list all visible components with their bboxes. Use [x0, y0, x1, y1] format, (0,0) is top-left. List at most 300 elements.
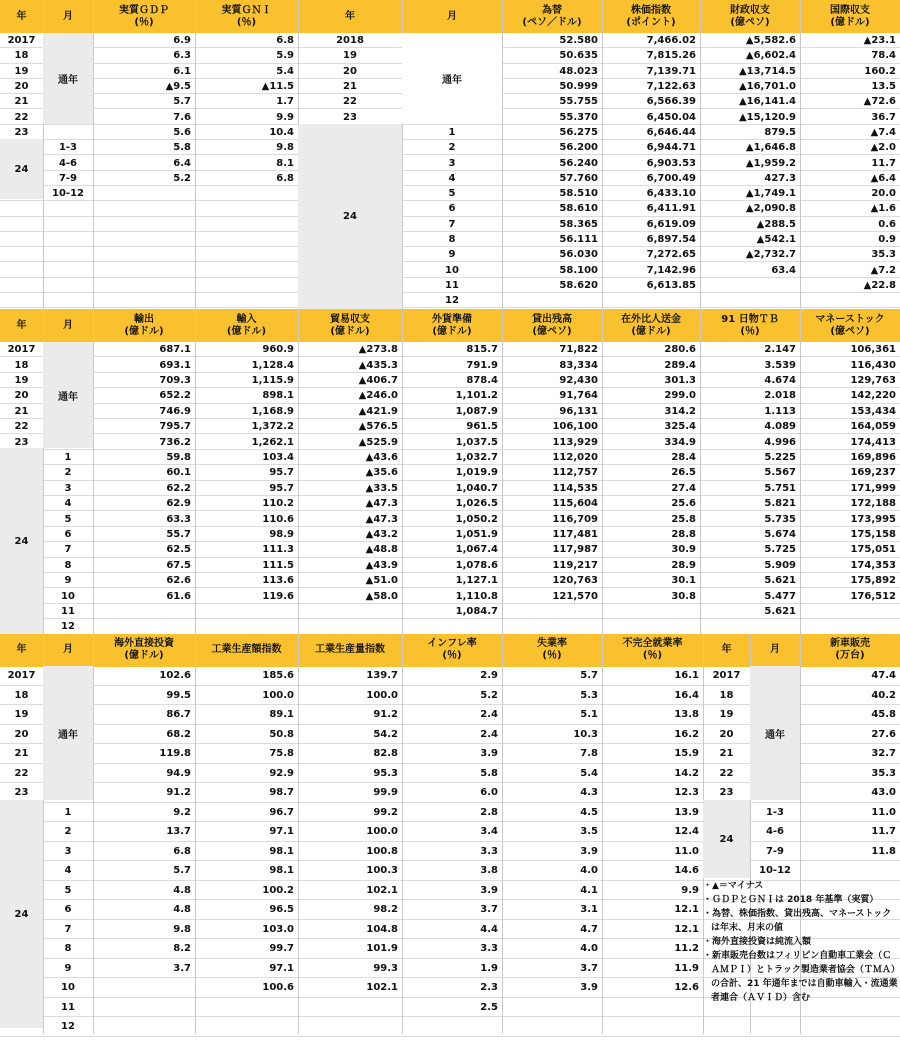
data-cell: 2.5: [480, 1001, 498, 1013]
month-label: 12: [61, 1021, 75, 1033]
data-cell: 99.3: [373, 962, 398, 974]
tsunen-merged-cell: 通年: [43, 33, 93, 124]
data-cell: [298, 998, 402, 1018]
header-10: [800, 634, 900, 666]
data-cell: 4.1: [580, 884, 598, 896]
data-cell: ▲43.2: [365, 528, 398, 540]
data-cell: 59.8: [166, 451, 191, 463]
header-9: [800, 0, 900, 33]
car-data-cell: 11.7: [871, 826, 896, 838]
data-cell: 185.6: [262, 670, 294, 682]
data-cell: 1,128.4: [251, 359, 294, 371]
data-cell: 3.4: [480, 826, 498, 838]
header-unit: (％): [740, 325, 760, 337]
data-cell: 1,067.4: [455, 544, 498, 556]
header-unit: (億ペソ): [532, 325, 572, 337]
data-cell: ▲11.5: [261, 81, 294, 93]
data-cell: ▲435.3: [358, 359, 398, 371]
data-cell: 960.9: [262, 344, 294, 356]
data-cell: 2.4: [480, 728, 498, 740]
header-unit: (％): [134, 16, 154, 28]
year-label: 20: [14, 390, 29, 402]
data-cell: [402, 619, 502, 634]
data-cell: 4.8: [173, 884, 191, 896]
data-cell: [93, 619, 195, 634]
month-label: 9: [64, 962, 72, 974]
data-cell: 117,987: [552, 544, 598, 556]
data-cell: 1,110.8: [455, 590, 498, 602]
data-cell: [502, 1017, 602, 1037]
car-data-cell: 32.7: [871, 748, 896, 760]
data-cell: ▲246.0: [358, 390, 398, 402]
data-cell: 7,139.71: [646, 65, 696, 77]
month-label: 10-12: [52, 188, 84, 200]
data-cell: 63.4: [771, 264, 796, 276]
data-cell: 10.4: [269, 126, 294, 138]
data-cell: 5.225: [764, 451, 796, 463]
header-unit: (ポイント): [626, 16, 676, 28]
data-cell: ▲2.0: [870, 142, 896, 154]
data-cell: 4.0: [580, 943, 598, 955]
data-cell: 1,037.5: [455, 436, 498, 448]
car-data-cell: 11.0: [871, 806, 896, 818]
data-cell: 13.5: [871, 81, 896, 93]
data-cell: 5.3: [580, 689, 598, 701]
data-cell: 35.3: [871, 249, 896, 261]
data-cell: 334.9: [664, 436, 696, 448]
header-label: 工業生産量指数: [315, 644, 385, 655]
data-cell: 102.1: [366, 982, 398, 994]
data-cell: 791.9: [466, 359, 498, 371]
data-cell: 75.8: [269, 748, 294, 760]
data-cell: 103.0: [262, 923, 294, 935]
year-label: 20: [343, 65, 357, 77]
data-cell: 961.5: [466, 421, 498, 433]
data-cell: 4.4: [480, 923, 498, 935]
data-cell: 28.4: [671, 451, 696, 463]
data-cell: 36.7: [871, 111, 896, 123]
data-cell: 95.7: [269, 482, 294, 494]
data-cell: 25.8: [671, 513, 696, 525]
car-year-label: 20: [719, 728, 734, 740]
data-cell: 94.9: [166, 767, 191, 779]
data-cell: 12.1: [674, 904, 699, 916]
data-cell: 169,237: [850, 467, 896, 479]
header-0: [0, 309, 43, 342]
data-cell: 1,168.9: [251, 405, 294, 417]
car-month-label: 1-3: [765, 806, 785, 818]
data-cell: ▲72.6: [863, 96, 896, 108]
data-cell: ▲33.5: [365, 482, 398, 494]
data-cell: [602, 998, 703, 1018]
data-cell: 97.1: [269, 826, 294, 838]
data-cell: [502, 998, 602, 1018]
data-cell: ▲2,732.7: [745, 249, 796, 261]
data-cell: 2.147: [764, 344, 796, 356]
data-cell: [195, 186, 298, 201]
month-label: 11: [61, 605, 75, 617]
data-cell: ▲1,959.2: [745, 157, 796, 169]
data-cell: ▲51.0: [365, 575, 398, 587]
data-cell: 8.1: [276, 157, 294, 169]
header-5: [402, 309, 502, 342]
data-cell: 11.2: [674, 943, 699, 955]
data-cell: ▲58.0: [365, 590, 398, 602]
month-label: 1: [64, 451, 72, 463]
data-cell: 62.5: [166, 544, 191, 556]
year-label: 19: [14, 65, 29, 77]
data-cell: 20.0: [871, 188, 896, 200]
header-label: 株価指数: [631, 4, 671, 16]
year-label: 21: [343, 81, 357, 93]
data-cell: ▲9.5: [165, 81, 191, 93]
data-cell: 3.1: [580, 904, 598, 916]
data-cell: 112,020: [552, 451, 598, 463]
data-cell: 693.1: [159, 359, 191, 371]
month-label: 12: [445, 295, 459, 307]
data-cell: 99.7: [269, 943, 294, 955]
header-7: [602, 309, 700, 342]
data-cell: 7.8: [580, 748, 598, 760]
car-tsunen-merged-cell: 通年: [750, 666, 800, 800]
data-cell: 2.3: [480, 982, 498, 994]
data-cell: 2.8: [480, 806, 498, 818]
data-cell: 16.4: [674, 689, 699, 701]
data-cell: 101.9: [366, 943, 398, 955]
data-cell: 2.4: [480, 709, 498, 721]
data-cell: 100.8: [366, 845, 398, 857]
data-cell: 119.8: [159, 748, 191, 760]
data-cell: 4.996: [764, 436, 796, 448]
header-5: [402, 634, 502, 666]
data-cell: 30.1: [671, 575, 696, 587]
data-cell: 5.4: [580, 767, 598, 779]
data-cell: [502, 293, 602, 308]
month-label: 5: [64, 884, 72, 896]
data-cell: 6,411.91: [646, 203, 696, 215]
data-cell: 5.821: [764, 498, 796, 510]
data-cell: 160.2: [864, 65, 896, 77]
year-label: 18: [14, 50, 29, 62]
data-cell: 89.1: [269, 709, 294, 721]
data-cell: 12.1: [674, 923, 699, 935]
month-label: 4: [64, 498, 72, 510]
data-cell: 5.9: [276, 50, 294, 62]
month-label: 1-3: [58, 142, 78, 154]
data-cell: 10.3: [573, 728, 598, 740]
data-cell: 325.4: [664, 421, 696, 433]
header-label: 海外直接投資: [114, 638, 174, 649]
data-cell: 55.7: [166, 528, 191, 540]
header-unit: (万台): [835, 650, 865, 661]
data-cell: 5.674: [764, 528, 796, 540]
data-cell: 1,050.2: [455, 513, 498, 525]
data-cell: ▲15,120.9: [738, 111, 796, 123]
data-cell: 63.3: [166, 513, 191, 525]
year-label: 21: [14, 405, 29, 417]
header-unit: (億ドル): [330, 325, 370, 337]
data-cell: 3.9: [480, 748, 498, 760]
data-cell: 112,757: [552, 467, 598, 479]
month-label: 3: [64, 845, 72, 857]
data-cell: 5.6: [173, 126, 191, 138]
data-cell: 67.5: [166, 559, 191, 571]
data-cell: 301.3: [664, 374, 696, 386]
header-1: [43, 309, 93, 342]
data-cell: ▲23.1: [863, 35, 896, 47]
data-cell: 1,084.7: [455, 605, 498, 617]
year-label: 23: [343, 111, 357, 123]
data-cell: 746.9: [159, 405, 191, 417]
header-unit: (億ドル): [226, 325, 267, 337]
year-label: 2017: [7, 35, 36, 47]
data-cell: ▲525.9: [358, 436, 398, 448]
section-gdp-fx: [0, 0, 900, 309]
header-5: [402, 0, 502, 33]
data-cell: 299.0: [664, 390, 696, 402]
data-cell: 2.018: [764, 390, 796, 402]
header-label: 外貨準備: [432, 313, 472, 325]
data-cell: 91,764: [559, 390, 598, 402]
data-cell: ▲47.3: [365, 513, 398, 525]
data-cell: 1,115.9: [251, 374, 294, 386]
data-cell: 175,051: [850, 544, 896, 556]
month-label: 11: [445, 279, 459, 291]
data-cell: 6.9: [173, 35, 191, 47]
header-label: 輸入: [236, 313, 257, 325]
data-cell: 3.7: [580, 962, 598, 974]
header-label: 貸出残高: [532, 313, 572, 325]
data-cell: 3.7: [173, 962, 191, 974]
data-cell: 709.3: [159, 374, 191, 386]
header-7: [602, 0, 700, 33]
data-cell: 62.6: [166, 575, 191, 587]
data-cell: 56.275: [559, 126, 598, 138]
header-unit: (ペソ／ドル): [522, 16, 582, 28]
data-cell: [195, 604, 298, 619]
data-cell: 27.4: [671, 482, 696, 494]
data-cell: 99.5: [166, 689, 191, 701]
header-label: 年: [16, 644, 27, 655]
footnotes: [703, 879, 900, 1005]
header-label: 実質ＧＤＰ: [119, 4, 169, 16]
data-cell: ▲16,701.0: [738, 81, 796, 93]
data-cell: [800, 604, 900, 619]
header-unit: (億ペソ): [730, 16, 770, 28]
data-cell: 120,763: [552, 575, 598, 587]
data-cell: 139.7: [366, 670, 398, 682]
header-8: [703, 634, 750, 666]
data-cell: 111.3: [262, 544, 294, 556]
year-label: 22: [343, 96, 357, 108]
header-8: [700, 0, 800, 33]
data-cell: 6,619.09: [646, 218, 696, 230]
year-label: 2017: [7, 670, 36, 682]
data-cell: ▲406.7: [358, 374, 398, 386]
header-4: [298, 634, 402, 666]
data-cell: 91.2: [166, 787, 191, 799]
data-cell: [195, 619, 298, 634]
data-cell: 97.1: [269, 962, 294, 974]
data-cell: 280.6: [664, 344, 696, 356]
data-cell: [298, 1017, 402, 1037]
data-cell: 879.5: [764, 126, 796, 138]
data-cell: 174,413: [850, 436, 896, 448]
footnote-item: ・▲＝マイナス: [703, 881, 764, 891]
month-label: 5: [64, 513, 72, 525]
month-label: 9: [64, 575, 72, 587]
data-cell: [602, 1017, 703, 1037]
data-cell: 153,434: [850, 405, 896, 417]
header-9: [750, 634, 800, 666]
data-cell: 86.7: [166, 709, 191, 721]
data-cell: 4.0: [580, 865, 598, 877]
data-cell: 7.6: [173, 111, 191, 123]
data-cell: 6.1: [173, 65, 191, 77]
data-cell: 28.8: [671, 528, 696, 540]
data-cell: 9.8: [173, 923, 191, 935]
data-cell: 99.2: [373, 806, 398, 818]
data-cell: 314.2: [664, 405, 696, 417]
car-year-label: 18: [719, 689, 734, 701]
data-cell: 4.3: [580, 787, 598, 799]
data-cell: 5.7: [173, 865, 191, 877]
car-month-label: 4-6: [765, 826, 785, 838]
header-label: 失業率: [537, 638, 567, 649]
footnote-item: ・為替、株価指数、貸出残高、マネーストックは年末、月末の値: [703, 909, 892, 933]
header-unit: (％): [236, 16, 257, 28]
data-cell: 3.9: [480, 884, 498, 896]
data-cell: 54.2: [373, 728, 398, 740]
data-cell: 100.0: [366, 689, 398, 701]
data-cell: 8.2: [173, 943, 191, 955]
data-cell: 6,433.10: [646, 188, 696, 200]
month-label: 3: [64, 482, 72, 494]
data-cell: 171,999: [850, 482, 896, 494]
data-cell: 56.030: [559, 249, 598, 261]
data-cell: 71,822: [559, 344, 598, 356]
header-unit: (億ドル): [124, 325, 164, 337]
data-cell: [602, 604, 700, 619]
section-trade-finance: [0, 309, 900, 634]
data-cell: ▲6,602.4: [745, 50, 796, 62]
data-cell: ▲48.8: [365, 544, 398, 556]
data-cell: 6,700.49: [646, 172, 696, 184]
year-label: 20: [14, 728, 29, 740]
data-cell: 3.3: [480, 845, 498, 857]
data-cell: 95.3: [373, 767, 398, 779]
data-cell: ▲43.9: [365, 559, 398, 571]
data-cell: 9.2: [173, 806, 191, 818]
data-cell: 96,131: [559, 405, 598, 417]
car-data-cell: [800, 861, 900, 881]
header-unit: (億ドル): [432, 325, 472, 337]
data-cell: 106,361: [850, 344, 896, 356]
header-1: [43, 0, 93, 33]
data-cell: 56.200: [559, 142, 598, 154]
data-cell: 96.5: [269, 904, 294, 916]
data-cell: 5.621: [764, 575, 796, 587]
data-cell: 58.610: [559, 203, 598, 215]
year-label: 20: [14, 81, 29, 93]
data-cell: 7,142.96: [646, 264, 696, 276]
header-label: 輸出: [134, 313, 154, 325]
data-cell: 9.9: [681, 884, 699, 896]
data-cell: 175,158: [850, 528, 896, 540]
header-0: [0, 0, 43, 33]
data-cell: ▲22.8: [863, 279, 896, 291]
month-label: 7: [64, 544, 72, 556]
data-cell: 1.9: [480, 962, 498, 974]
car-data-cell: 45.8: [871, 709, 896, 721]
data-cell: 6,450.04: [646, 111, 696, 123]
data-cell: 111.5: [262, 559, 294, 571]
year-2024-merged-cell: 24: [0, 448, 43, 634]
header-label: 実質ＧＮＩ: [221, 4, 272, 16]
data-cell: ▲1,646.8: [745, 142, 796, 154]
header-label: 不完全就業率: [622, 638, 683, 649]
data-cell: 5.909: [764, 559, 796, 571]
data-cell: [700, 278, 800, 293]
data-cell: 5.8: [480, 767, 498, 779]
header-label: 国際収支: [830, 4, 870, 16]
header-label: 年: [16, 10, 27, 22]
car-data-cell: 40.2: [871, 689, 896, 701]
car-year-label: 2017: [712, 670, 741, 682]
car-data-cell: 35.3: [871, 767, 896, 779]
car-year-2024-merged-cell: 24: [703, 800, 750, 878]
data-cell: 100.0: [262, 689, 294, 701]
data-cell: 55.755: [559, 96, 598, 108]
data-cell: 4.5: [580, 806, 598, 818]
month-label: 4-6: [58, 157, 78, 169]
header-label: 在外比人送金: [621, 313, 681, 325]
car-year-label: 23: [719, 787, 734, 799]
data-cell: 25.6: [671, 498, 696, 510]
month-label: 8: [448, 234, 456, 246]
month-label: 6: [64, 904, 72, 916]
month-label: 8: [64, 559, 72, 571]
month-label: 10: [61, 590, 75, 602]
data-cell: 116,709: [552, 513, 598, 525]
data-cell: 898.1: [262, 390, 294, 402]
year-label: 23: [14, 126, 29, 138]
data-cell: 14.6: [674, 865, 699, 877]
data-cell: 4.089: [764, 421, 796, 433]
data-cell: 1.7: [276, 96, 294, 108]
data-cell: 48.023: [559, 65, 598, 77]
data-cell: 3.539: [764, 359, 796, 371]
data-cell: 5.477: [764, 590, 796, 602]
data-cell: 0.9: [878, 234, 896, 246]
month-label: 8: [64, 943, 72, 955]
data-cell: 164,059: [850, 421, 896, 433]
header-label: 月: [770, 644, 780, 655]
data-cell: 795.7: [159, 421, 191, 433]
header-4: [298, 0, 402, 33]
data-cell: 58.100: [559, 264, 598, 276]
data-cell: [93, 1017, 195, 1037]
data-cell: ▲7.4: [870, 126, 896, 138]
data-cell: [298, 619, 402, 634]
car-data-cell: 11.8: [871, 845, 896, 857]
data-cell: 113.6: [262, 575, 294, 587]
data-cell: 1,262.1: [251, 436, 294, 448]
header-label: 年: [16, 319, 27, 331]
data-cell: 176,512: [850, 590, 896, 602]
data-cell: 58.620: [559, 279, 598, 291]
data-cell: 28.9: [671, 559, 696, 571]
